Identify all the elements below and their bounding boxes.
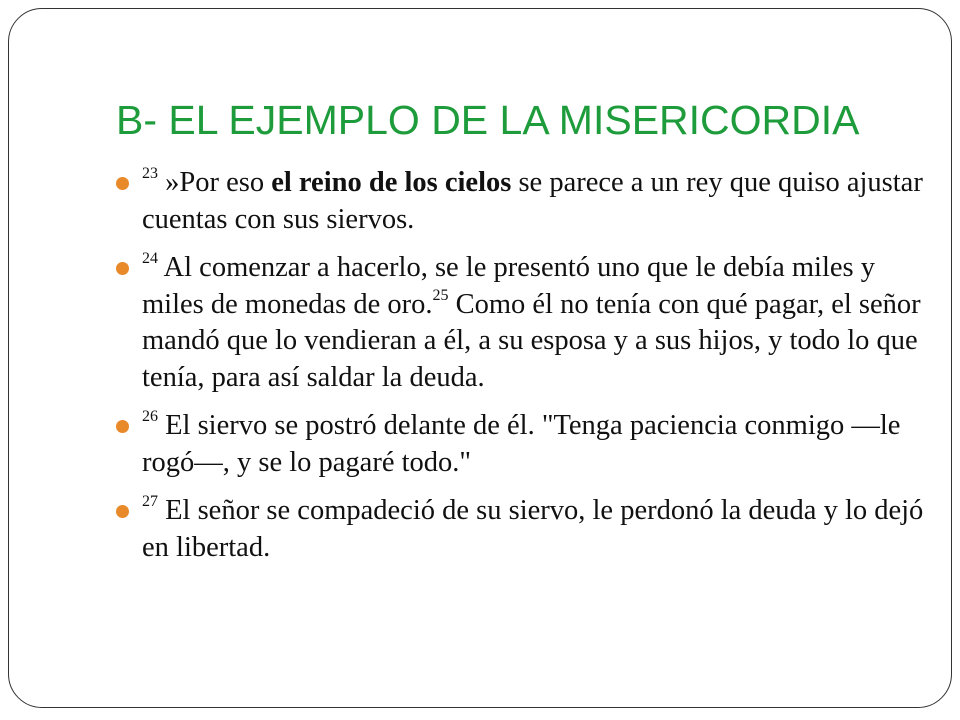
- verse-number: 26: [142, 408, 158, 425]
- verse-text: se parece a un rey que quiso ajustar cuentas con sus siervos.: [142, 167, 923, 235]
- verse-item: [116, 165, 928, 238]
- verse-text: Como él no tenía con qué pagar, el señor mandó que lo vendieran a él, a su esposa y a sus hijos, y todo lo que tenía, para así saldar la deuda.: [142, 288, 921, 393]
- verse-number: 23: [142, 165, 158, 182]
- verse-text: El siervo se postró delante de él. "Tenga paciencia conmigo —le rogó—, y se lo pagaré todo.": [142, 410, 901, 478]
- verse-item: [116, 408, 928, 481]
- verse-text: »Por eso: [158, 167, 272, 198]
- verse-text: El señor se compadeció de su siervo, le perdonó la deuda y lo dejó en libertad.: [142, 495, 924, 563]
- bullet-icon: [116, 177, 129, 190]
- verse-number: 25: [432, 286, 449, 304]
- verse-item: [116, 250, 928, 396]
- bullet-icon: [116, 262, 129, 275]
- slide-title: B- EL EJEMPLO DE LA MISERICORDIA: [116, 97, 860, 143]
- verse-text: Al comenzar a hacerlo, se le presentó uno que le debía miles y miles de monedas de oro.: [142, 252, 875, 320]
- verse-list: [116, 165, 928, 578]
- bullet-icon: [116, 505, 129, 518]
- bullet-icon: [116, 420, 129, 433]
- slide: [8, 8, 952, 708]
- verse-number: 24: [142, 250, 158, 267]
- verse-emphasis: el reino de los cielos: [271, 167, 512, 198]
- verse-number: 27: [142, 493, 158, 510]
- verse-item: [116, 493, 928, 566]
